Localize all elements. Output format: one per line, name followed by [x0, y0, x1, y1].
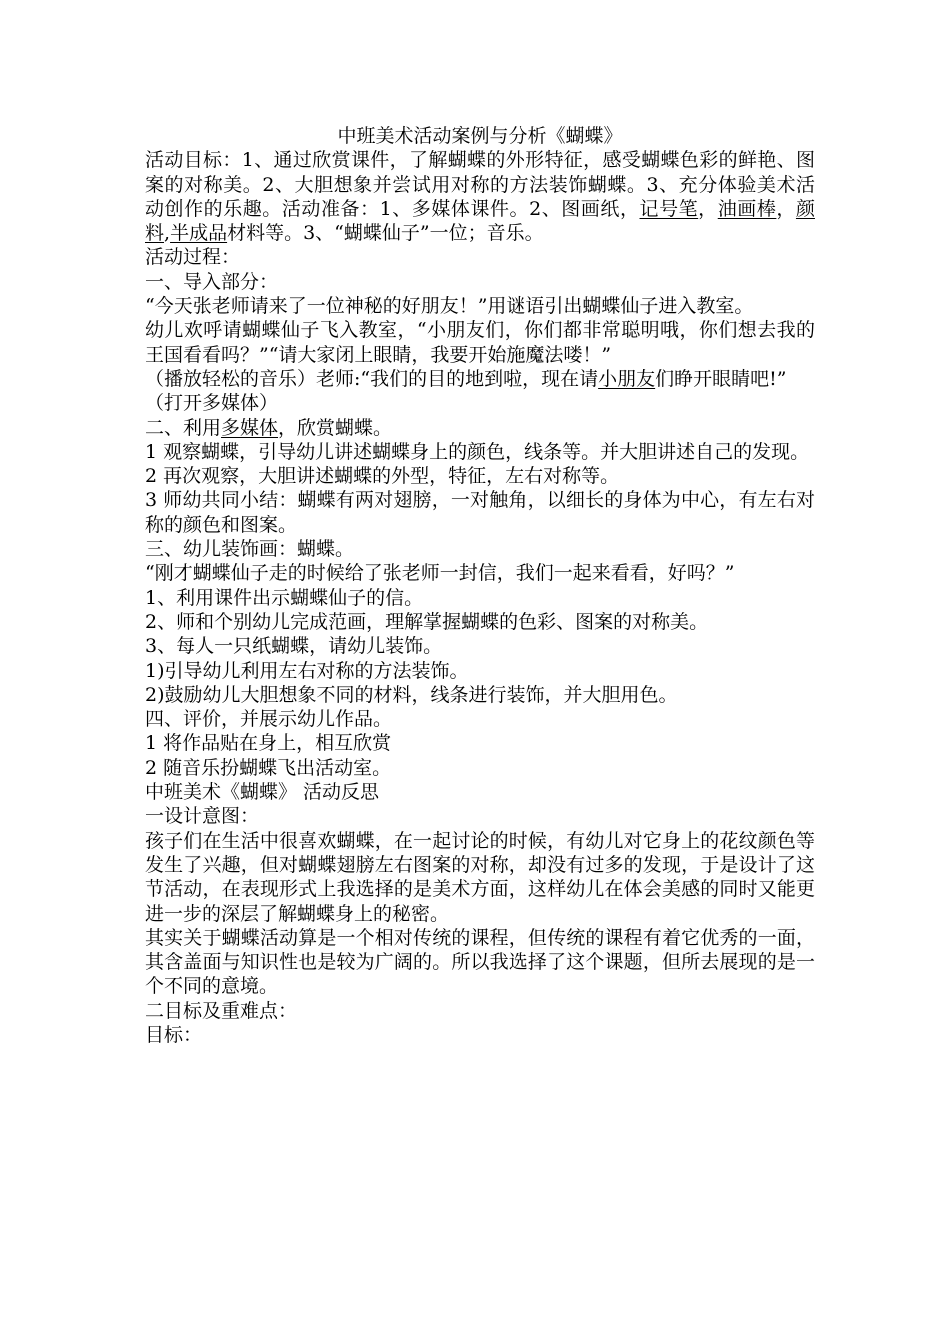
- heading-text: ，欣赏蝴蝶。: [278, 416, 393, 439]
- goals-text: 活动目标：1、通过欣赏课件，了解蝴蝶的外形特征，感受蝴蝶色彩的鲜艳、图案的对称美。2、大胆想象并尝试用对称的方法装饰蝴蝶。3、充分体验美术活动创作的乐趣。活动准备：1、多媒体课件。2、图画纸，: [145, 149, 815, 220]
- link-paint[interactable]: 颜料: [145, 197, 815, 245]
- part4-heading: 四、评价，并展示幼儿作品。: [145, 708, 393, 731]
- separator: ，: [698, 197, 718, 220]
- part1-paragraph-2: 幼儿欢呼请蝴蝶仙子飞入教室，“小朋友们，你们都非常聪明哦，你们想去我的王国看看吗？”“请大家闭上眼睛，我要开始施魔法喽！”: [145, 319, 815, 366]
- part2-item-3: 3 师幼共同小结：蝴蝶有两对翅膀，一对触角，以细长的身体为中心，有左右对称的颜色和图案。: [145, 489, 815, 536]
- document-title: 中班美术活动案例与分析《蝴蝶》: [337, 125, 623, 147]
- link-multimedia[interactable]: 多媒体: [221, 416, 279, 439]
- part3-heading: 三、幼儿装饰画：蝴蝶。: [145, 538, 355, 561]
- link-children[interactable]: 小朋友: [598, 367, 656, 390]
- design-heading: 一设计意图：: [145, 805, 260, 828]
- process-heading: 活动过程：: [145, 246, 241, 269]
- part1-paragraph-1: “今天张老师请来了一位神秘的好朋友！”用谜语引出蝴蝶仙子进入教室。: [145, 295, 754, 318]
- goals-heading: 二目标及重难点：: [145, 999, 298, 1022]
- part3-quote: “刚才蝴蝶仙子走的时候给了张老师一封信，我们一起来看看，好吗？”: [145, 562, 735, 585]
- link-marker-pen[interactable]: 记号笔: [639, 197, 699, 220]
- part1-heading: 一、导入部分：: [145, 270, 279, 293]
- part2-item-2: 2 再次观察，大胆讲述蝴蝶的外型，特征，左右对称等。: [145, 465, 620, 488]
- part2-heading: [145, 416, 815, 440]
- paragraph-text: （播放轻松的音乐）老师:“我们的目的地到啦，现在请: [145, 367, 599, 390]
- part2-item-1: 1 观察蝴蝶，引导幼儿讲述蝴蝶身上的颜色，线条等。并大胆讲述自己的发现。: [145, 440, 810, 463]
- document-page: [145, 124, 815, 1047]
- reflection-title: 中班美术《蝴蝶》 活动反思: [145, 781, 380, 804]
- materials-text: 材料等。3、“蝴蝶仙子”一位；音乐。: [227, 222, 544, 245]
- link-oil-pastel[interactable]: 油画棒: [717, 197, 777, 220]
- separator: ，: [776, 197, 796, 220]
- separator: ,: [164, 222, 171, 245]
- part1-paragraph-4: （打开多媒体）: [145, 392, 279, 415]
- part3-item-4: 1)引导幼儿利用左右对称的方法装饰。: [145, 659, 469, 682]
- part4-item-2: 2 随音乐扮蝴蝶飞出活动室。: [145, 756, 392, 779]
- paragraph-text: 们睁开眼睛吧!”: [655, 367, 787, 390]
- activity-goals-paragraph: [145, 148, 815, 245]
- design-paragraph-2: 其实关于蝴蝶活动算是一个相对传统的课程，但传统的课程有着它优秀的一面，其含盖面与知识性也是较为广阔的。所以我选择了这个课题，但所去展现的是一个不同的意境。: [145, 926, 815, 998]
- part3-item-5: 2)鼓励幼儿大胆想象不同的材料，线条进行装饰，并大胆用色。: [145, 683, 678, 706]
- part1-paragraph-3: [145, 367, 815, 391]
- part4-item-1: 1 将作品贴在身上，相互欣赏: [145, 732, 392, 755]
- part3-item-1: 1、利用课件出示蝴蝶仙子的信。: [145, 586, 424, 609]
- heading-text: 二、利用: [145, 416, 222, 439]
- part3-item-3: 3、每人一只纸蝴蝶，请幼儿装饰。: [145, 635, 443, 658]
- part3-item-2: 2、师和个别幼儿完成范画，理解掌握蝴蝶的色彩、图案的对称美。: [145, 610, 709, 633]
- goals-label: 目标：: [145, 1023, 203, 1046]
- link-semi-finished[interactable]: 半成品: [170, 222, 228, 245]
- design-paragraph-1: 孩子们在生活中很喜欢蝴蝶，在一起讨论的时候，有幼儿对它身上的花纹颜色等发生了兴趣，但对蝴蝶翅膀左右图案的对称，却没有过多的发现，于是设计了这节活动，在表现形式上我选择的是美术方面，这样幼儿在体会美感的同时又能更进一步的深层了解蝴蝶身上的秘密。: [145, 829, 815, 925]
